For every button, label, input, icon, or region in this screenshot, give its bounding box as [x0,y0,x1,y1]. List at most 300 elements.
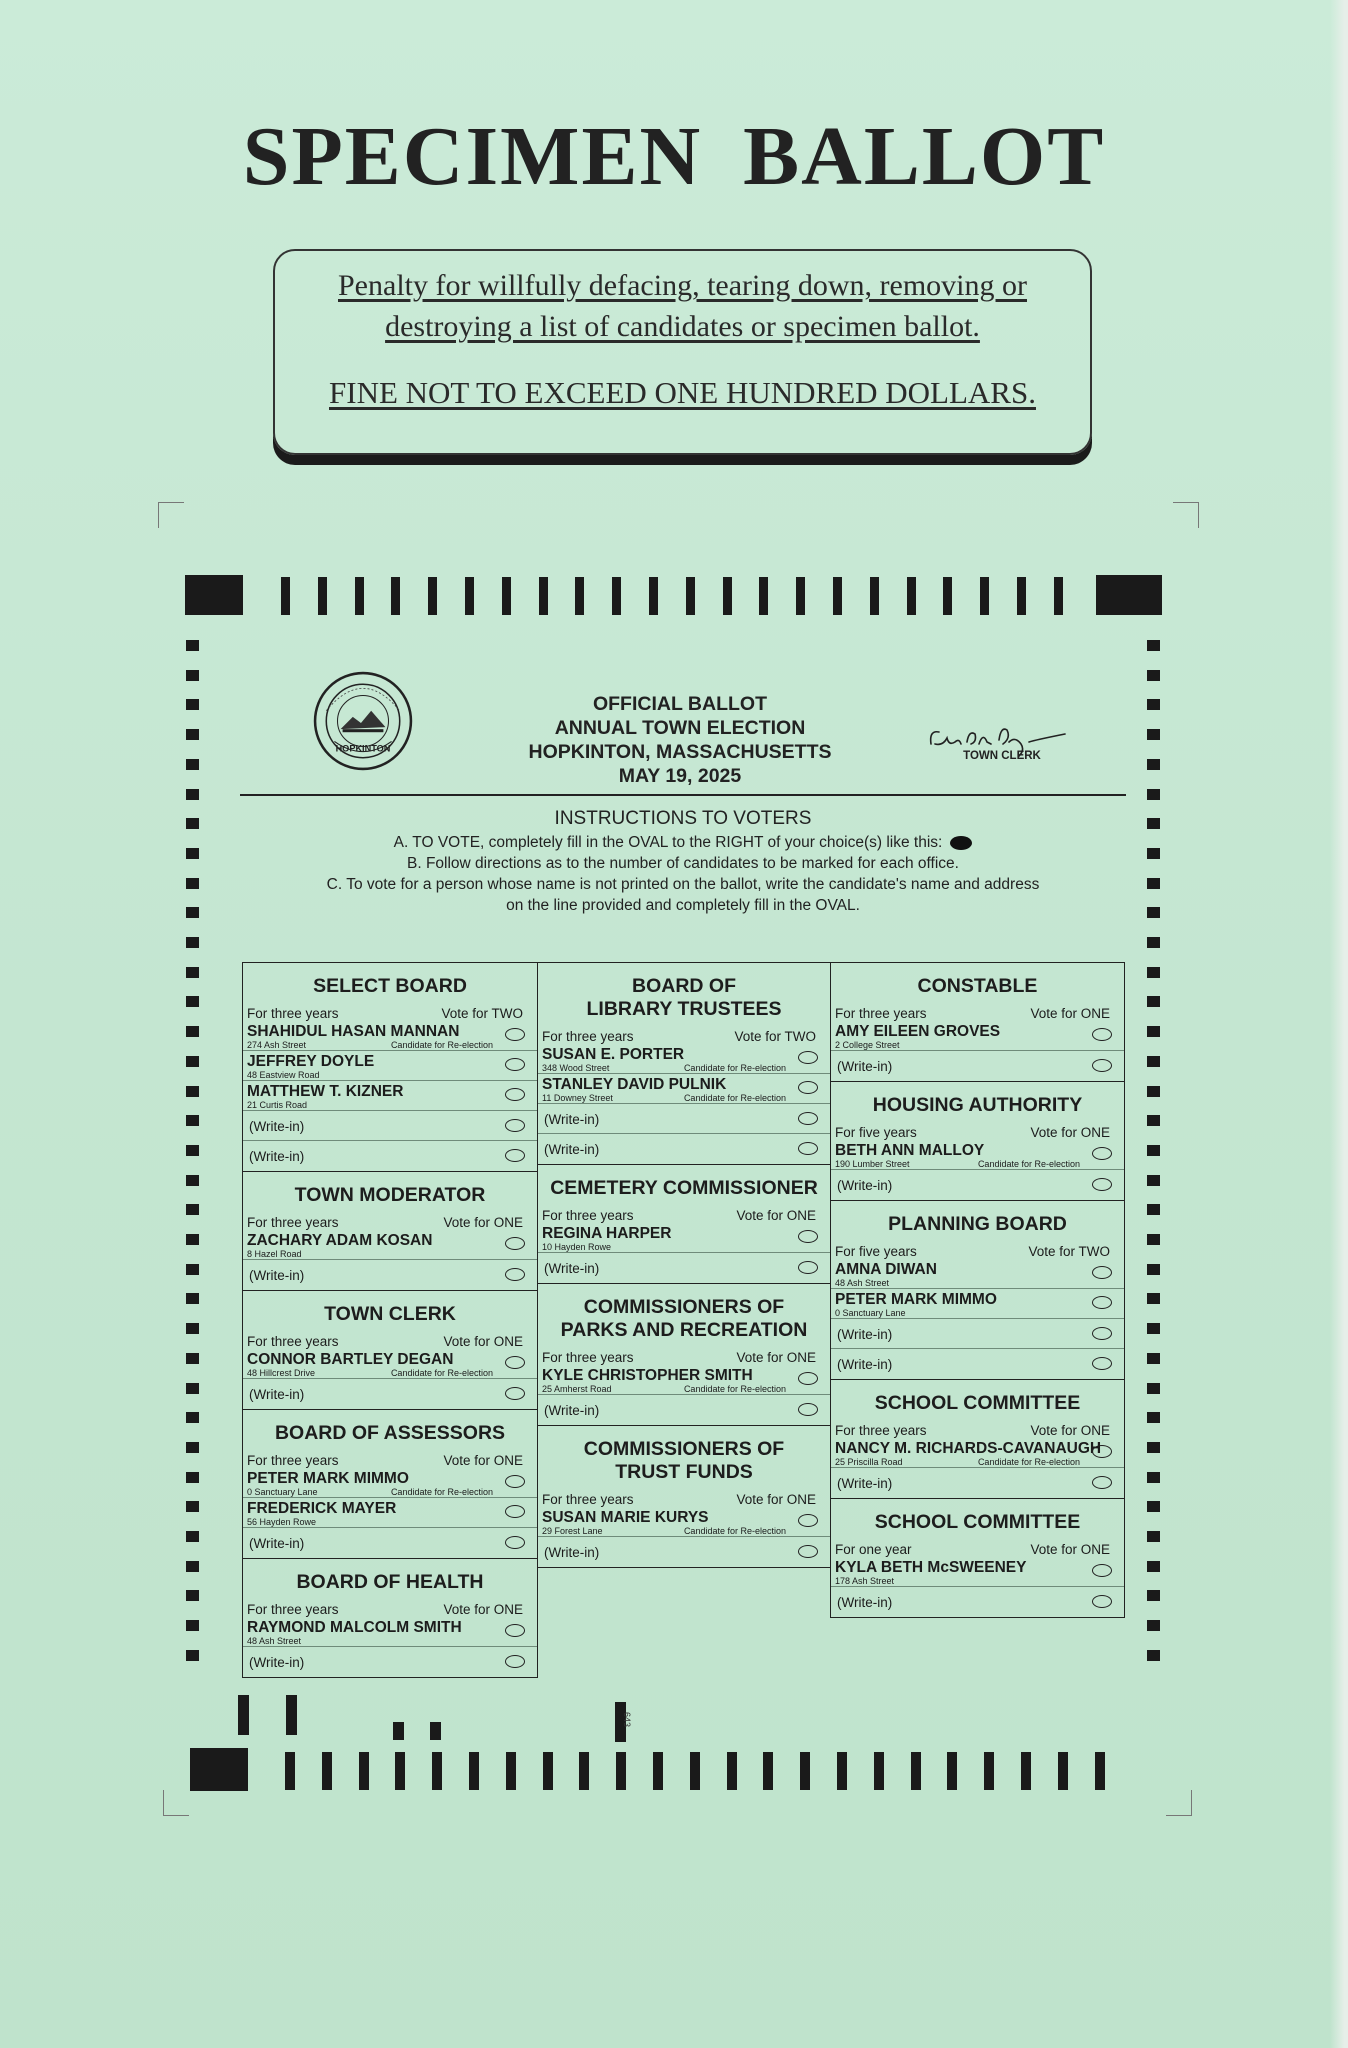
vote-oval[interactable] [505,1119,525,1132]
candidate-name: MATTHEW T. KIZNER [247,1083,404,1100]
timing-mark [1147,1026,1160,1037]
timing-mark [430,1722,441,1740]
timing-mark [1147,1323,1160,1334]
candidate-name: JEFFREY DOYLE [247,1053,375,1070]
candidate-details [542,1063,790,1073]
voter-instructions [240,806,1126,916]
candidate-details [247,1249,497,1259]
write-in-row[interactable] [538,1253,830,1283]
specimen-title: SPECIMEN BALLOT [242,110,1106,203]
candidate-row [831,1438,1124,1468]
office-term: For three years [542,1350,634,1365]
write-in-row[interactable] [538,1537,830,1567]
office-title: BOARD OF ASSESSORS [274,1422,506,1444]
candidate-row [243,1051,537,1081]
timing-mark [1147,1590,1160,1601]
office-term: For three years [542,1208,634,1223]
timing-mark [393,1722,404,1740]
office-term-line [243,1451,537,1468]
candidate-address: 25 Amherst Road [542,1384,612,1394]
write-in-label: (Write-in) [837,1178,893,1193]
candidate-details [247,1040,497,1050]
office-title: SCHOOL COMMITTEE [874,1392,1081,1414]
crop-mark-bottom-right [1166,1790,1192,1816]
crop-mark-top-left [158,502,184,528]
office-term-line [538,1027,830,1044]
write-in-row[interactable] [243,1111,537,1141]
vote-count: Vote for TWO [441,1006,523,1021]
candidate-details [247,1487,497,1497]
vote-count: Vote for ONE [736,1492,816,1507]
candidate-note: Candidate for Re-election [390,1487,493,1497]
write-in-row[interactable] [243,1647,537,1677]
write-in-label: (Write-in) [249,1119,305,1134]
vote-count: Vote for ONE [736,1350,816,1365]
write-in-row[interactable] [243,1528,537,1558]
candidate-note: Candidate for Re-election [683,1526,786,1536]
vote-oval[interactable] [505,1655,525,1668]
timing-mark [186,818,199,829]
office-term: For three years [247,1602,339,1617]
vote-oval[interactable] [798,1545,818,1558]
write-in-row[interactable] [243,1379,537,1409]
office-housing-authority [831,1082,1124,1201]
candidate-address: 10 Hayden Rowe [542,1242,612,1252]
timing-block [185,575,243,615]
vote-oval[interactable] [1092,1445,1112,1458]
office-term-line [831,1421,1124,1438]
candidate-address: 25 Priscilla Road [835,1457,903,1467]
timing-mark [186,729,199,740]
timing-mark [186,1531,199,1542]
office-planning-board [831,1201,1124,1380]
office-trust-funds [538,1426,830,1568]
candidate-details [835,1159,1084,1169]
candidate-address: 56 Hayden Rowe [247,1517,317,1527]
timing-mark [1021,1752,1031,1790]
timing-mark [796,577,805,615]
office-title [538,963,830,1027]
candidate-name: AMNA DIWAN [835,1261,937,1278]
timing-mark [1147,759,1160,770]
timing-mark [1147,1472,1160,1483]
timing-mark [686,577,695,615]
vote-oval[interactable] [798,1112,818,1125]
candidate-address: 48 Ash Street [835,1278,890,1288]
timing-mark [238,1695,249,1735]
vote-oval[interactable] [1092,1178,1112,1191]
timing-mark [870,577,879,615]
candidate-details [542,1384,790,1394]
ballot-code: 643 [622,1712,632,1728]
vote-oval[interactable] [505,1624,525,1637]
candidate-row [243,1230,537,1260]
candidate-details [835,1457,1084,1467]
office-board-of-assessors [243,1410,537,1559]
office-title [538,1284,830,1348]
timing-mark [1147,996,1160,1007]
timing-mark [1147,699,1160,710]
timing-mark [612,577,621,615]
candidate-name: RAYMOND MALCOLM SMITH [247,1619,462,1636]
candidate-name: NANCY M. RICHARDS-CAVANAUGH [835,1440,1102,1457]
candidate-details [835,1576,1084,1586]
candidate-row [243,1617,537,1647]
office-title-line: PARKS AND RECREATION [560,1319,808,1341]
vote-oval[interactable] [1092,1028,1112,1041]
timing-mark [1147,729,1160,740]
paper-edge [1330,0,1348,2048]
timing-mark [1147,1650,1160,1661]
candidate-row [243,1498,537,1528]
candidate-row [831,1557,1124,1587]
timing-mark [1147,1293,1160,1304]
candidate-name: AMY EILEEN GROVES [835,1023,1001,1040]
vote-count: Vote for ONE [1030,1006,1110,1021]
vote-oval[interactable] [505,1268,525,1281]
vote-oval[interactable] [505,1088,525,1101]
timing-mark [281,577,290,615]
write-in-label: (Write-in) [837,1476,893,1491]
timing-mark [186,699,199,710]
ballot-title-line: MAY 19, 2025 [618,765,742,787]
fine-text: FINE NOT TO EXCEED ONE HUNDRED DOLLARS. [329,375,1036,410]
timing-mark [1147,1234,1160,1245]
timing-mark [653,1752,663,1790]
office-town-moderator [243,1172,537,1291]
candidate-name: ZACHARY ADAM KOSAN [247,1232,433,1249]
office-term-line [243,1213,537,1230]
vote-oval[interactable] [1092,1266,1112,1279]
vote-oval[interactable] [1092,1059,1112,1072]
timing-mark [359,1752,369,1790]
timing-mark [432,1752,442,1790]
candidate-details [542,1093,790,1103]
write-in-row[interactable] [831,1170,1124,1200]
candidate-address: 274 Ash Street [247,1040,307,1050]
candidate-note: Candidate for Re-election [390,1368,493,1378]
office-term: For five years [835,1244,917,1259]
write-in-label: (Write-in) [544,1142,600,1157]
timing-mark [1147,907,1160,918]
vote-oval[interactable] [505,1505,525,1518]
svg-text:HOPKINTON: HOPKINTON [335,743,391,754]
write-in-row[interactable] [243,1141,537,1171]
office-title: HOUSING AUTHORITY [872,1094,1083,1116]
timing-block [190,1748,248,1791]
town-clerk-label: TOWN CLERK [963,750,1041,762]
vote-oval[interactable] [798,1230,818,1243]
timing-mark [1147,1561,1160,1572]
timing-mark [539,577,548,615]
write-in-row[interactable] [243,1260,537,1290]
candidate-address: 190 Lumber Street [835,1159,910,1169]
timing-mark [1058,1752,1068,1790]
candidate-details [247,1368,497,1378]
timing-mark [759,577,768,615]
candidate-row [243,1081,537,1111]
candidate-name: FREDERICK MAYER [247,1500,397,1517]
timing-mark [395,1752,405,1790]
timing-mark [579,1752,589,1790]
candidate-name: KYLE CHRISTOPHER SMITH [542,1367,753,1384]
timing-mark [186,1204,199,1215]
candidate-row [831,1259,1124,1289]
timing-mark [1147,1383,1160,1394]
office-term-line [243,1332,537,1349]
vote-count: Vote for ONE [443,1453,523,1468]
office-title: TOWN MODERATOR [294,1184,486,1206]
timing-mark [1147,670,1160,681]
timing-mark [690,1752,700,1790]
timing-mark [833,577,842,615]
candidate-note: Candidate for Re-election [683,1384,786,1394]
candidate-details [542,1526,790,1536]
candidate-address: 0 Sanctuary Lane [247,1487,318,1497]
vote-oval[interactable] [505,1058,525,1071]
vote-oval[interactable] [1092,1296,1112,1309]
office-title-line: LIBRARY TRUSTEES [586,998,782,1020]
write-in-row[interactable] [538,1134,830,1164]
timing-mark [186,967,199,978]
office-term: For three years [247,1215,339,1230]
candidate-row [538,1223,830,1253]
timing-mark [186,878,199,889]
timing-mark [186,1590,199,1601]
ballot-header [240,670,1126,795]
timing-mark [1147,937,1160,948]
timing-mark [1017,577,1026,615]
ballot-column-middle [537,962,831,1568]
timing-mark [186,1264,199,1275]
write-in-row[interactable] [831,1319,1124,1349]
vote-count: Vote for ONE [443,1602,523,1617]
timing-mark [186,848,199,859]
instruction-c: C. To vote for a person whose name is not printed on the ballot, write the candidate's name and address [326,876,1040,893]
timing-mark [186,1115,199,1126]
vote-oval[interactable] [798,1261,818,1274]
timing-mark [186,907,199,918]
office-term-line [538,1206,830,1223]
instruction-a-text: A. TO VOTE, completely fill in the OVAL to the RIGHT of your choice(s) like this: [393,834,943,851]
timing-mark [186,759,199,770]
timing-mark [186,640,199,651]
vote-oval[interactable] [798,1403,818,1416]
write-in-row[interactable] [831,1587,1124,1617]
timing-mark [1147,1353,1160,1364]
header-divider [240,794,1126,796]
vote-oval[interactable] [798,1372,818,1385]
timing-mark [502,577,511,615]
candidate-name: PETER MARK MIMMO [835,1291,997,1308]
office-title-line: COMMISSIONERS OF [583,1296,785,1318]
office-board-of-health [243,1559,537,1678]
candidate-address: 48 Hillcrest Drive [247,1368,316,1378]
office-title-line: COMMISSIONERS OF [583,1438,785,1460]
candidate-row [538,1365,830,1395]
vote-oval[interactable] [505,1475,525,1488]
office-title [538,1426,830,1490]
timing-mark [943,577,952,615]
office-term-line [538,1348,830,1365]
vote-count: Vote for ONE [736,1208,816,1223]
candidate-name: REGINA HARPER [542,1225,672,1242]
timing-mark [649,577,658,615]
timing-mark [186,1086,199,1097]
write-in-label: (Write-in) [249,1268,305,1283]
ballot-title-line: HOPKINTON, MASSACHUSETTS [528,741,832,763]
office-term: For three years [542,1492,634,1507]
vote-count: Vote for TWO [1028,1244,1110,1259]
office-title: CONSTABLE [917,975,1038,997]
timing-mark [980,577,989,615]
candidate-details [247,1100,497,1110]
office-title-line: TRUST FUNDS [615,1461,753,1483]
timing-mark [1147,1264,1160,1275]
candidate-row [243,1349,537,1379]
timing-mark [465,577,474,615]
write-in-label: (Write-in) [544,1545,600,1560]
write-in-label: (Write-in) [544,1261,600,1276]
instructions-title: INSTRUCTIONS TO VOTERS [554,808,812,829]
candidate-row [243,1468,537,1498]
timing-mark [1147,640,1160,651]
crop-mark-top-right [1173,502,1199,528]
vote-oval[interactable] [505,1028,525,1041]
timing-mark [907,577,916,615]
timing-mark [1147,848,1160,859]
office-term-line [831,1540,1124,1557]
office-title: TOWN CLERK [324,1303,456,1325]
write-in-row[interactable] [831,1051,1124,1081]
vote-oval[interactable] [505,1387,525,1400]
write-in-label: (Write-in) [837,1059,893,1074]
vote-oval[interactable] [505,1536,525,1549]
timing-mark [428,577,437,615]
vote-oval[interactable] [1092,1476,1112,1489]
ballot-column-left [242,962,538,1678]
write-in-row[interactable] [538,1395,830,1425]
office-title: BOARD OF HEALTH [296,1571,484,1593]
vote-oval[interactable] [1092,1147,1112,1160]
penalty-text: Penalty for willfully defacing, tearing down, removing or destroying a list of candidates or specimen ballot. [338,269,1027,343]
candidate-address: 0 Sanctuary Lane [835,1308,906,1318]
timing-mark [1147,789,1160,800]
timing-mark [355,577,364,615]
timing-mark [947,1752,957,1790]
timing-mark [575,577,584,615]
write-in-label: (Write-in) [249,1387,305,1402]
timing-mark [186,1561,199,1572]
candidate-address: 8 Hazel Road [247,1249,302,1259]
instruction-c-continued: on the line provided and completely fill in the OVAL. [506,897,860,914]
write-in-label: (Write-in) [837,1357,893,1372]
timing-mark [616,1752,626,1790]
candidate-name: STANLEY DAVID PULNIK [542,1076,727,1093]
candidate-name: KYLA BETH McSWEENEY [835,1559,1027,1576]
timing-mark [322,1752,332,1790]
timing-mark [727,1752,737,1790]
timing-mark [1054,577,1063,615]
write-in-row[interactable] [831,1349,1124,1379]
timing-mark [285,1752,295,1790]
timing-mark [186,1620,199,1631]
timing-mark [186,1472,199,1483]
vote-oval[interactable] [798,1142,818,1155]
office-school-committee-three-year [831,1380,1124,1499]
vote-count: Vote for ONE [443,1334,523,1349]
timing-mark [186,937,199,948]
timing-mark [800,1752,810,1790]
timing-mark [186,1026,199,1037]
write-in-label: (Write-in) [837,1327,893,1342]
crop-mark-bottom-left [163,1790,189,1816]
vote-oval[interactable] [1092,1595,1112,1608]
office-library-trustees [538,963,830,1165]
vote-oval[interactable] [798,1081,818,1094]
timing-mark [1147,1442,1160,1453]
timing-mark [186,1412,199,1423]
timing-mark [1147,967,1160,978]
vote-oval[interactable] [1092,1327,1112,1340]
office-term-line [243,1600,537,1617]
timing-mark [984,1752,994,1790]
timing-mark [1147,878,1160,889]
timing-mark [186,996,199,1007]
vote-oval[interactable] [505,1149,525,1162]
office-school-committee-one-year [831,1499,1124,1618]
vote-oval[interactable] [798,1514,818,1527]
vote-count: Vote for ONE [1030,1542,1110,1557]
vote-oval[interactable] [798,1051,818,1064]
vote-count: Vote for ONE [443,1215,523,1230]
office-parks-and-recreation [538,1284,830,1426]
timing-mark [186,1442,199,1453]
office-cemetery-commissioner [538,1165,830,1284]
office-term: For three years [835,1423,927,1438]
vote-oval[interactable] [1092,1564,1112,1577]
candidate-details [835,1040,1084,1050]
candidate-name: CONNOR BARTLEY DEGAN [247,1351,454,1368]
instruction-a [240,832,1126,853]
office-term-line [538,1490,830,1507]
timing-mark [723,577,732,615]
office-term: For three years [247,1453,339,1468]
vote-oval[interactable] [505,1356,525,1369]
candidate-row [831,1140,1124,1170]
candidate-note: Candidate for Re-election [977,1457,1080,1467]
timing-mark [837,1752,847,1790]
candidate-address: 348 Wood Street [542,1063,610,1073]
timing-mark [1147,1115,1160,1126]
office-title: CEMETERY COMMISSIONER [550,1177,818,1199]
write-in-row[interactable] [831,1468,1124,1498]
office-term: For five years [835,1125,917,1140]
write-in-label: (Write-in) [544,1403,600,1418]
vote-oval[interactable] [1092,1357,1112,1370]
write-in-row[interactable] [538,1104,830,1134]
timing-mark [1095,1752,1105,1790]
candidate-row [538,1044,830,1074]
timing-mark [763,1752,773,1790]
office-term-line [831,1123,1124,1140]
candidate-address: 11 Downey Street [542,1093,613,1103]
candidate-address: 2 College Street [835,1040,900,1050]
candidate-row [538,1507,830,1537]
candidate-row [831,1289,1124,1319]
vote-oval[interactable] [505,1237,525,1250]
candidate-address: 21 Curtis Road [247,1100,308,1110]
